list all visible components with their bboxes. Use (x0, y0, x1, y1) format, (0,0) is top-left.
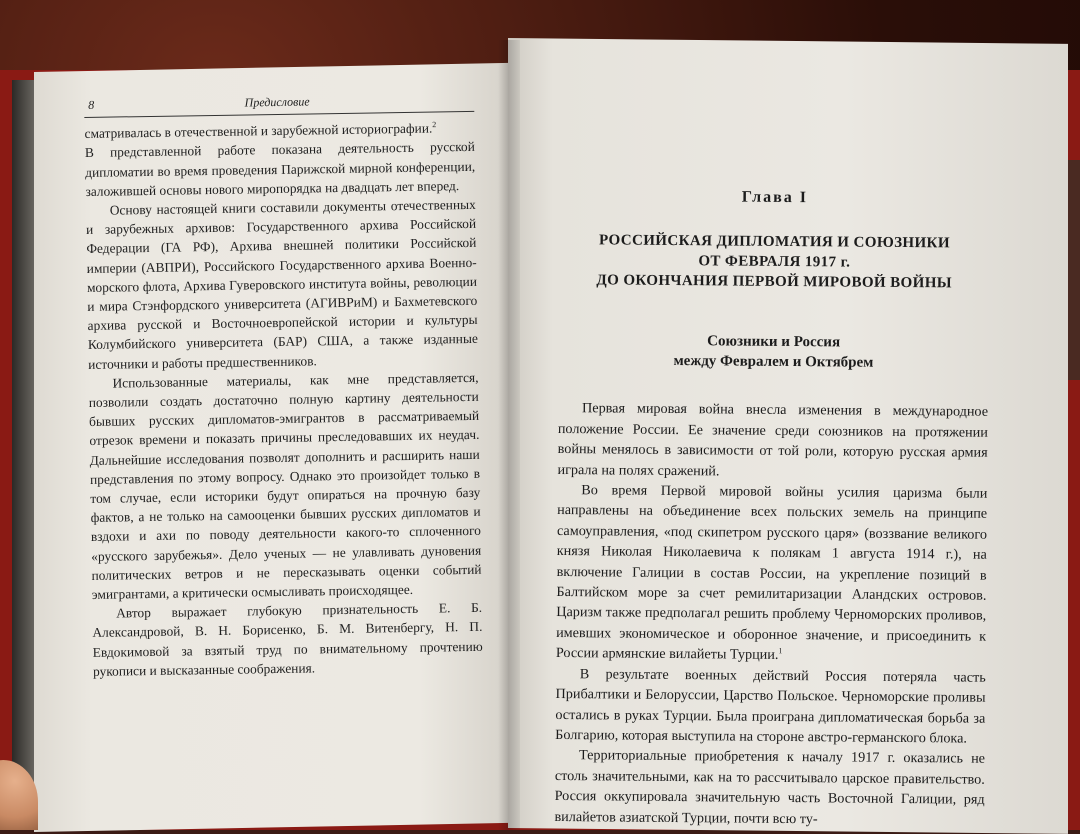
chapter-title-line: ОТ ФЕВРАЛЯ 1917 г. (698, 253, 851, 271)
chapter-title (559, 230, 990, 294)
running-head (84, 90, 474, 118)
paragraph-text: Первая мировая война внесла изменения в международное положение России. Ее значение среди союзников на протяжении войны менялось в зависимости от той роли, которую русская армия играла на полях сражений. (557, 400, 989, 480)
right-paragraphs (554, 398, 988, 830)
right-page-text (554, 186, 990, 831)
paragraph (555, 664, 986, 749)
paragraph-text: Автор выражает глубокую признательность Е. Б. Александровой, В. Н. Борисенко, Б. М. Витенбергу, Н. П. Евдокимовой за взятый труд по внимательному прочтению рукописи и высказанные соображения. (92, 600, 483, 679)
page-stack-edge (12, 80, 36, 820)
section-title (558, 330, 988, 374)
chapter-title-line: РОССИЙСКАЯ ДИПЛОМАТИЯ И СОЮЗНИКИ (599, 232, 951, 252)
paragraph-text: В результате военных действий Россия потеряла часть Прибалтики и Белоруссии, Царство Польское. Черноморские проливы остались в руках Турции. Была проиграна дипломатическая борьба за Болгарию, которая выступила на стороне австро-германского блока. (555, 665, 986, 747)
paragraph (556, 480, 988, 667)
left-page-text (84, 90, 483, 681)
paragraph-text: Основу настоящей книги составили документы отечественных и зарубежных архивов: Государственного архива Российской Федерации (ГА РФ), Архива внешней политики Российской империи (АВПРИ), Российского Государственного архива Военно-морского флота, Архива Гуверовского института войны, революции и мира Стэнфордского университета (АГИВРиМ) и Бахметевского архива русской и Восточноевропейской истории и культуры Колумбийского университета (БАР) США, а также изданные источники и работы предшественников. (85, 196, 478, 372)
paragraph (92, 598, 483, 681)
paragraph-text: Во время Первой мировой войны усилия царизма были направлены на объединение всех польских земель на принципе самоуправления, «под скипетром русского царя» (воззвание великого князя Николая Николаевича к полякам 1 августа 1914 г.), на включение Галиции в состав России, на укрепление позиций в Балтийском море за счет ремилитаризации Аландских островов. Царизм также предполагал решить проблему Черноморских проливов, имевших экономическое и оборонное значение, и присоединить к России армянские вилайеты Турции. (555, 482, 988, 664)
footnote-ref: 1 (778, 646, 783, 656)
paragraph (86, 195, 479, 374)
chapter-title-line: ДО ОКОНЧАНИЯ ПЕРВОЙ МИРОВОЙ ВОЙНЫ (596, 272, 952, 292)
chapter-label: Глава I (741, 188, 809, 207)
paragraph (88, 368, 482, 605)
paragraph-text: сматривалась в отечественной и зарубежной историографии. (84, 120, 433, 142)
book-gutter (498, 40, 520, 830)
paragraph (557, 398, 988, 483)
section-title-line: Союзники и Россия (707, 333, 841, 351)
running-head-title: Предисловие (244, 94, 310, 110)
left-paragraphs (84, 118, 483, 681)
paragraph-text: Использованные материалы, как мне представляется, позволили создать достаточно полную картину деятельности бывших русских дипломатов-эмигрантов в рассматриваемый отрезок времени и показать причины преследовавших их неудач. Дальнейшие исследования позволят дополнить и расширить наши представления по этому вопросу. Однако это произойдет только в том случае, если историки будут опираться на прочную базу фактов, а не только на самооценки бывших русских дипломатов и вздохи и ахи по поводу деятельности какого-то сплоченного «русского зарубежья». Дело ученых — не улавливать дуновения политических ветров и не пересказывать оценки событий эмигрантами, а критически осмысливать происходящее. (88, 369, 482, 603)
section-title-line: между Февралем и Октябрем (673, 353, 874, 372)
paragraph-text: В представленной работе показана деятельность русской дипломатии во время проведения Парижской мирной конференции, заложившей основы нового миропорядка на двадцать лет вперед. (84, 139, 476, 199)
paragraph (85, 137, 476, 201)
footnote-ref: 2 (432, 120, 437, 130)
page-number: 8 (88, 97, 95, 112)
paragraph (554, 745, 985, 830)
paragraph-text: Территориальные приобретения к началу 1917 г. оказались не столь значительными, как на то рассчитывало царское правительство. Россия оккупировала значительную часть Восточной Галиции, ряд вилайетов азиатской Турции, почти всю ту- (554, 747, 986, 827)
